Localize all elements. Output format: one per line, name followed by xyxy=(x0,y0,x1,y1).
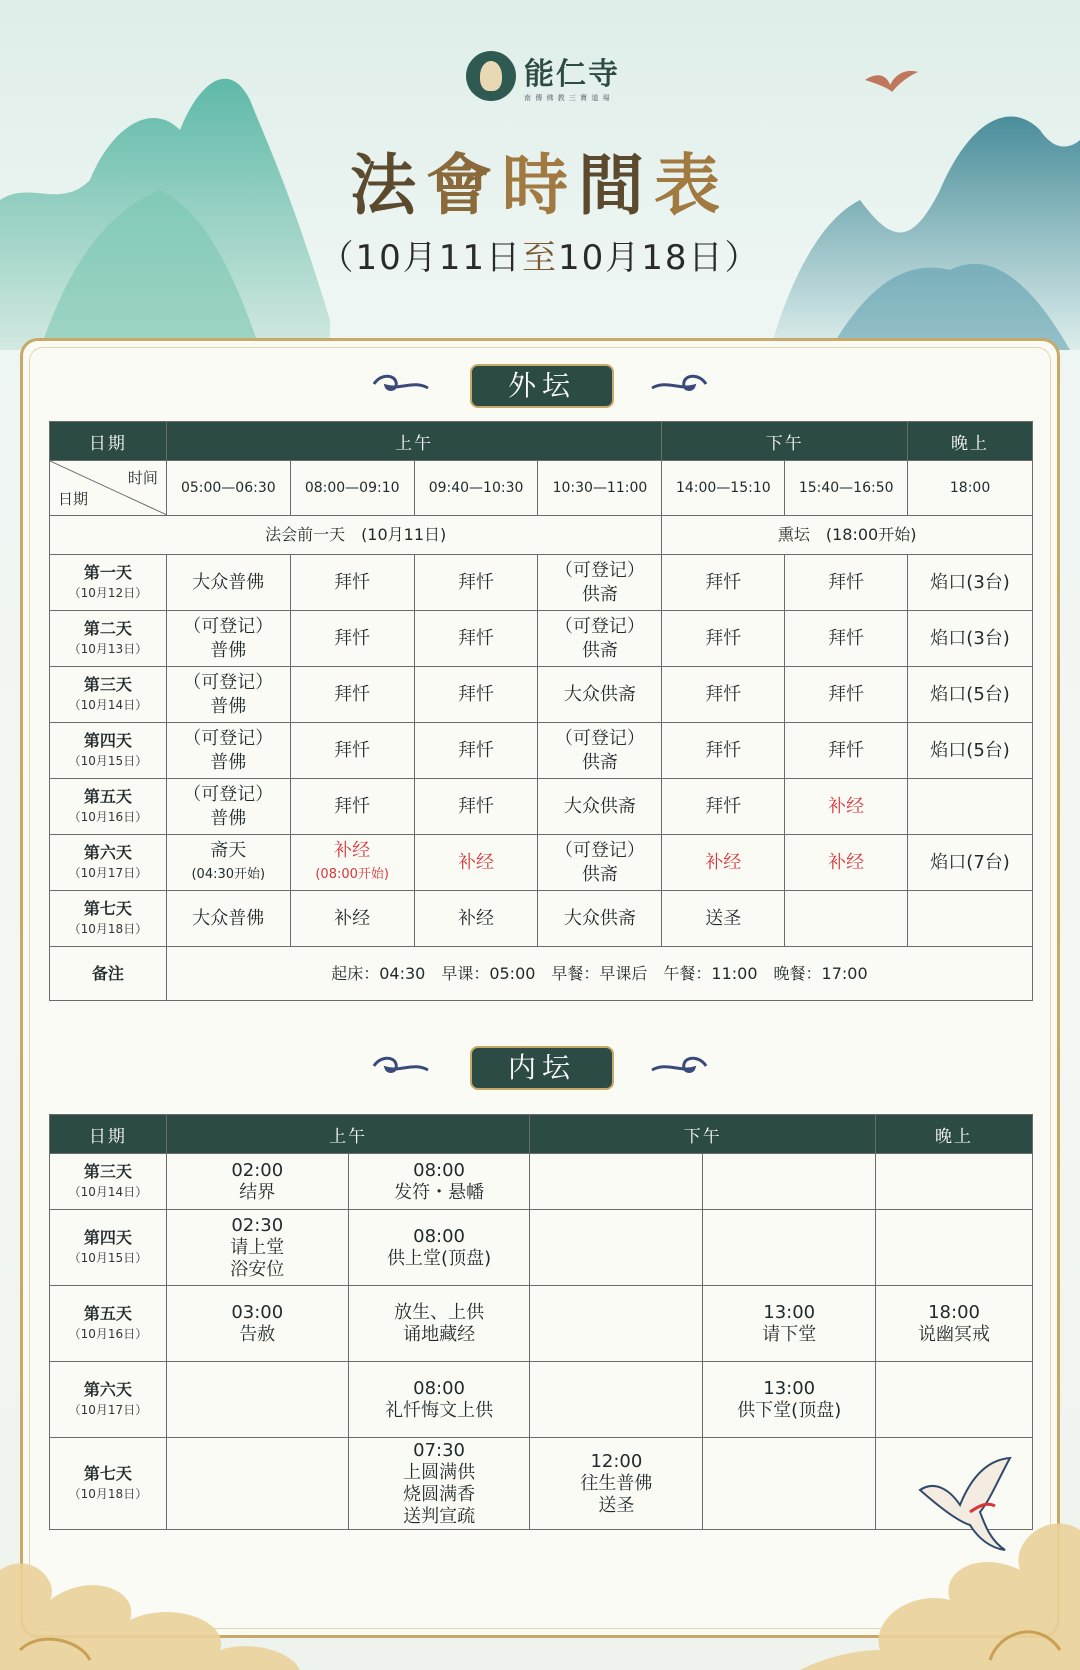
activity-text: 拜忏 xyxy=(705,571,742,593)
schedule-cell xyxy=(785,611,908,667)
table-row xyxy=(50,611,1033,667)
schedule-cell xyxy=(290,667,414,723)
schedule-cell xyxy=(662,667,785,723)
activity-text: 焰口(5台) xyxy=(930,683,1010,705)
activity-text: 普佛 xyxy=(210,751,247,773)
day-date: （10月18日） xyxy=(68,921,148,936)
activity-text: 拜忏 xyxy=(334,795,371,817)
schedule-cell xyxy=(290,611,414,667)
day-label-cell xyxy=(50,835,167,891)
start-time-note: (08:00开始) xyxy=(315,866,389,882)
activity-text: 大众供斋 xyxy=(563,683,636,705)
activity-text: 大众供斋 xyxy=(563,795,636,817)
day-label-cell xyxy=(50,1210,167,1286)
schedule-cell xyxy=(414,779,538,835)
schedule-cell xyxy=(348,1438,530,1530)
activity-text: 供斋 xyxy=(581,751,618,773)
activity-text: 浴安位 xyxy=(230,1258,285,1280)
schedule-cell xyxy=(703,1362,876,1438)
schedule-cell xyxy=(348,1154,530,1210)
activity-text: 拜忏 xyxy=(705,739,742,761)
schedule-cell xyxy=(414,611,538,667)
schedule-cell xyxy=(662,891,785,947)
activity-text: 补经 xyxy=(458,907,495,929)
activity-text: （可登记） xyxy=(554,559,645,581)
end-date: 10月18日 xyxy=(558,238,725,278)
time-text: 08:00 xyxy=(413,1377,466,1399)
activity-text: 拜忏 xyxy=(458,739,495,761)
day-label-cell xyxy=(50,723,167,779)
activity-text: 补经 xyxy=(458,851,495,873)
schedule-cell xyxy=(908,835,1033,891)
paren-close: ） xyxy=(724,238,761,278)
flying-bird-icon xyxy=(860,60,920,110)
activity-text: 拜忏 xyxy=(705,627,742,649)
activity-text: 补经 xyxy=(705,851,742,873)
schedule-cell xyxy=(908,723,1033,779)
activity-text: 补经 xyxy=(828,795,865,817)
activity-text: 拜忏 xyxy=(334,627,371,649)
schedule-cell xyxy=(538,667,662,723)
table-row xyxy=(50,723,1033,779)
time-slot: 05:00—06:30 xyxy=(166,461,290,516)
day-date: （10月14日） xyxy=(68,697,148,712)
gold-cloud-decoration-right xyxy=(800,1500,1080,1670)
activity-text: 拜忏 xyxy=(828,739,865,761)
schedule-cell xyxy=(414,891,538,947)
schedule-cell xyxy=(166,667,290,723)
table-row xyxy=(50,1210,1033,1286)
schedule-cell xyxy=(348,1362,530,1438)
activity-text: （可登记） xyxy=(183,615,274,637)
schedule-cell xyxy=(785,555,908,611)
day-date: （10月15日） xyxy=(68,1250,148,1265)
start-date: 10月11日 xyxy=(355,238,522,278)
activity-text: 普佛 xyxy=(210,695,247,717)
activity-text: 放生、上供 xyxy=(394,1301,485,1323)
table-row xyxy=(50,835,1033,891)
schedule-cell xyxy=(785,667,908,723)
day-name: 第六天 xyxy=(83,842,132,862)
schedule-cell xyxy=(785,835,908,891)
schedule-cell xyxy=(538,779,662,835)
table-row xyxy=(50,1154,1033,1210)
activity-text: 大众普佛 xyxy=(192,907,265,929)
cloud-swirl-icon xyxy=(650,370,710,396)
schedule-cell xyxy=(166,835,290,891)
header-morning: 上午 xyxy=(166,422,662,461)
schedule-cell xyxy=(538,891,662,947)
schedule-cell xyxy=(908,779,1033,835)
day-name: 第七天 xyxy=(83,1463,132,1483)
day-label-cell xyxy=(50,611,167,667)
schedule-cell xyxy=(538,835,662,891)
time-text: 12:00 xyxy=(590,1450,643,1472)
activity-text: 拜忏 xyxy=(334,571,371,593)
schedule-cell xyxy=(414,723,538,779)
activity-text: 大众普佛 xyxy=(192,571,265,593)
date-separator: 至 xyxy=(522,238,558,278)
day-name: 第六天 xyxy=(83,1379,132,1399)
day-date: （10月15日） xyxy=(68,753,148,768)
schedule-cell xyxy=(290,555,414,611)
time-text: 02:00 xyxy=(231,1159,284,1181)
cloud-swirl-icon xyxy=(370,1052,430,1078)
cloud-swirl-icon xyxy=(650,1052,710,1078)
day-date: （10月18日） xyxy=(68,1486,148,1501)
day-label-cell xyxy=(50,1286,167,1362)
activity-text: 拜忏 xyxy=(705,795,742,817)
day-name: 第七天 xyxy=(83,898,132,918)
logo-name: 能仁寺 xyxy=(524,57,620,92)
time-text: 08:00 xyxy=(413,1159,466,1181)
temple-logo xyxy=(466,48,636,104)
activity-text: 大众供斋 xyxy=(563,907,636,929)
activity-text: 送判宣疏 xyxy=(403,1505,476,1527)
schedule-cell xyxy=(348,1210,530,1286)
schedule-cell xyxy=(348,1286,530,1362)
schedule-cell xyxy=(538,723,662,779)
logo-emblem-icon xyxy=(466,51,516,101)
logo-subtitle: 南 傳 佛 教 三 寶 道 場 xyxy=(524,94,611,102)
schedule-cell xyxy=(703,1210,876,1286)
table-row xyxy=(50,1362,1033,1438)
table-row xyxy=(50,779,1033,835)
activity-text: 拜忏 xyxy=(458,571,495,593)
notes-text: 起床：04:30 早课：05:00 早餐：早课后 午餐：11:00 晚餐：17:00 xyxy=(166,947,1032,1001)
schedule-cell xyxy=(908,667,1033,723)
schedule-cell xyxy=(166,1210,348,1286)
schedule-cell xyxy=(166,1286,348,1362)
activity-text: 往生普佛 xyxy=(580,1472,653,1494)
day-date: （10月17日） xyxy=(68,865,148,880)
day-date: （10月14日） xyxy=(68,1184,148,1199)
fumigation-cell: 熏坛 (18:00开始) xyxy=(662,516,1033,555)
day-label-cell xyxy=(50,555,167,611)
activity-text: 拜忏 xyxy=(334,739,371,761)
activity-text: 说幽冥戒 xyxy=(918,1323,991,1345)
activity-text: 焰口(7台) xyxy=(930,851,1010,873)
title-char: 會 xyxy=(426,146,502,224)
schedule-cell xyxy=(662,779,785,835)
day-date: （10月17日） xyxy=(68,1402,148,1417)
header-evening: 晚上 xyxy=(908,422,1033,461)
day-label-cell xyxy=(50,779,167,835)
schedule-cell xyxy=(538,555,662,611)
activity-text: 拜忏 xyxy=(828,571,865,593)
schedule-cell xyxy=(785,779,908,835)
diagonal-date-label: 日期 xyxy=(58,490,89,508)
outer-schedule-table xyxy=(49,421,1033,1001)
day-name: 第三天 xyxy=(83,674,132,694)
activity-text: 供斋 xyxy=(581,639,618,661)
diagonal-time-label: 时间 xyxy=(127,469,158,487)
schedule-cell xyxy=(166,611,290,667)
activity-text: 供上堂(顶盘) xyxy=(387,1247,492,1269)
time-text: 13:00 xyxy=(763,1301,816,1323)
schedule-cell xyxy=(530,1210,703,1286)
activity-text: （可登记） xyxy=(183,671,274,693)
activity-text: 诵地藏经 xyxy=(403,1323,476,1345)
time-slot: 14:00—15:10 xyxy=(662,461,785,516)
schedule-cell xyxy=(414,835,538,891)
time-text: 02:30 xyxy=(231,1214,284,1236)
title-char: 法 xyxy=(350,146,426,224)
schedule-cell xyxy=(703,1154,876,1210)
day-label-cell xyxy=(50,1154,167,1210)
day-name: 第三天 xyxy=(83,1161,132,1181)
time-text: 08:00 xyxy=(413,1225,466,1247)
schedule-cell xyxy=(166,555,290,611)
day-date: （10月16日） xyxy=(68,1326,148,1341)
schedule-cell xyxy=(290,723,414,779)
activity-text: 拜忏 xyxy=(334,683,371,705)
schedule-cell xyxy=(703,1286,876,1362)
header-afternoon: 下午 xyxy=(530,1115,876,1154)
day-label-cell xyxy=(50,1362,167,1438)
cloud-swirl-icon xyxy=(370,370,430,396)
header-evening: 晚上 xyxy=(876,1115,1033,1154)
schedule-cell xyxy=(876,1362,1033,1438)
activity-text: 补经 xyxy=(334,907,371,929)
schedule-cell xyxy=(290,779,414,835)
activity-text: 送圣 xyxy=(705,907,742,929)
inner-altar-label: 内坛 xyxy=(470,1046,614,1090)
schedule-cell xyxy=(785,891,908,947)
schedule-cell xyxy=(166,723,290,779)
time-slot: 08:00—09:10 xyxy=(290,461,414,516)
activity-text: 拜忏 xyxy=(828,683,865,705)
header-date: 日期 xyxy=(50,422,167,461)
time-slot: 18:00 xyxy=(908,461,1033,516)
schedule-cell xyxy=(662,555,785,611)
schedule-cell xyxy=(166,1362,348,1438)
header-afternoon: 下午 xyxy=(662,422,908,461)
title-char: 間 xyxy=(578,146,654,224)
activity-text: 补经 xyxy=(828,851,865,873)
day-date: （10月13日） xyxy=(68,641,148,656)
schedule-cell xyxy=(530,1438,703,1530)
day-name: 第二天 xyxy=(83,618,132,638)
schedule-cell xyxy=(166,1154,348,1210)
schedule-cell xyxy=(662,835,785,891)
page-title xyxy=(0,132,1080,227)
activity-text: 送圣 xyxy=(598,1494,635,1516)
inner-schedule-table xyxy=(49,1114,1033,1530)
eve-day-cell: 法会前一天 (10月11日) xyxy=(50,516,662,555)
activity-text: 请下堂 xyxy=(762,1323,817,1345)
activity-text: 供斋 xyxy=(581,583,618,605)
gold-cloud-decoration-left xyxy=(0,1510,300,1670)
activity-text: 拜忏 xyxy=(458,627,495,649)
notes-label: 备注 xyxy=(50,947,167,1001)
time-slot: 09:40—10:30 xyxy=(414,461,538,516)
schedule-cell xyxy=(876,1210,1033,1286)
table-row xyxy=(50,555,1033,611)
activity-text: 请上堂 xyxy=(230,1236,285,1258)
day-name: 第一天 xyxy=(83,562,132,582)
day-name: 第四天 xyxy=(83,1227,132,1247)
schedule-cell xyxy=(530,1362,703,1438)
activity-text: 普佛 xyxy=(210,639,247,661)
activity-text: 供下堂(顶盘) xyxy=(737,1399,842,1421)
activity-text: 上圆满供 xyxy=(403,1461,476,1483)
schedule-cell xyxy=(166,891,290,947)
activity-text: 焰口(3台) xyxy=(930,571,1010,593)
schedule-cell xyxy=(538,611,662,667)
schedule-cell xyxy=(166,779,290,835)
schedule-cell xyxy=(290,891,414,947)
start-time-note: (04:30开始) xyxy=(191,866,266,882)
activity-text: （可登记） xyxy=(554,839,645,861)
activity-text: 普佛 xyxy=(210,807,247,829)
activity-text: 烧圆满香 xyxy=(403,1483,476,1505)
diagonal-header-cell xyxy=(50,461,167,516)
day-date: （10月16日） xyxy=(68,809,148,824)
activity-text: 拜忏 xyxy=(828,627,865,649)
schedule-cell xyxy=(662,611,785,667)
paren-open: （ xyxy=(319,238,356,278)
schedule-cell xyxy=(290,835,414,891)
activity-text: 发符・悬幡 xyxy=(394,1181,485,1203)
day-name: 第五天 xyxy=(83,1303,132,1323)
time-text: 07:30 xyxy=(413,1439,466,1461)
activity-text: 拜忏 xyxy=(458,683,495,705)
schedule-cell xyxy=(876,1154,1033,1210)
activity-text: （可登记） xyxy=(183,727,274,749)
table-row xyxy=(50,1286,1033,1362)
schedule-cell xyxy=(414,667,538,723)
day-label-cell xyxy=(50,891,167,947)
schedule-cell xyxy=(530,1154,703,1210)
header-morning: 上午 xyxy=(166,1115,530,1154)
outer-altar-label: 外坛 xyxy=(470,364,614,408)
time-slot: 10:30—11:00 xyxy=(538,461,662,516)
schedule-cell xyxy=(876,1286,1033,1362)
day-name: 第四天 xyxy=(83,730,132,750)
schedule-cell xyxy=(908,555,1033,611)
schedule-cell xyxy=(908,611,1033,667)
activity-text: 告赦 xyxy=(239,1323,276,1345)
date-range xyxy=(0,230,1080,279)
title-char: 表 xyxy=(654,146,730,224)
activity-text: 斋天 xyxy=(210,839,247,861)
activity-text: 焰口(3台) xyxy=(930,627,1010,649)
schedule-cell xyxy=(414,555,538,611)
time-text: 13:00 xyxy=(763,1377,816,1399)
day-date: （10月12日） xyxy=(68,585,148,600)
activity-text: 拜忏 xyxy=(705,683,742,705)
activity-text: 供斋 xyxy=(581,863,618,885)
day-label-cell xyxy=(50,667,167,723)
activity-text: （可登记） xyxy=(554,615,645,637)
activity-text: （可登记） xyxy=(554,727,645,749)
time-text: 18:00 xyxy=(928,1301,980,1323)
schedule-cell xyxy=(662,723,785,779)
time-text: 03:00 xyxy=(231,1301,284,1323)
table-row xyxy=(50,667,1033,723)
schedule-cell xyxy=(908,891,1033,947)
activity-text: 补经 xyxy=(334,839,371,861)
activity-text: 焰口(5台) xyxy=(930,739,1010,761)
title-char: 時 xyxy=(502,146,578,224)
schedule-cell xyxy=(785,723,908,779)
header-date: 日期 xyxy=(50,1115,167,1154)
activity-text: 结界 xyxy=(239,1181,276,1203)
activity-text: 拜忏 xyxy=(458,795,495,817)
day-name: 第五天 xyxy=(83,786,132,806)
time-slot: 15:40—16:50 xyxy=(785,461,908,516)
activity-text: 礼忏悔文上供 xyxy=(385,1399,494,1421)
activity-text: （可登记） xyxy=(183,783,274,805)
schedule-cell xyxy=(530,1286,703,1362)
table-row xyxy=(50,891,1033,947)
